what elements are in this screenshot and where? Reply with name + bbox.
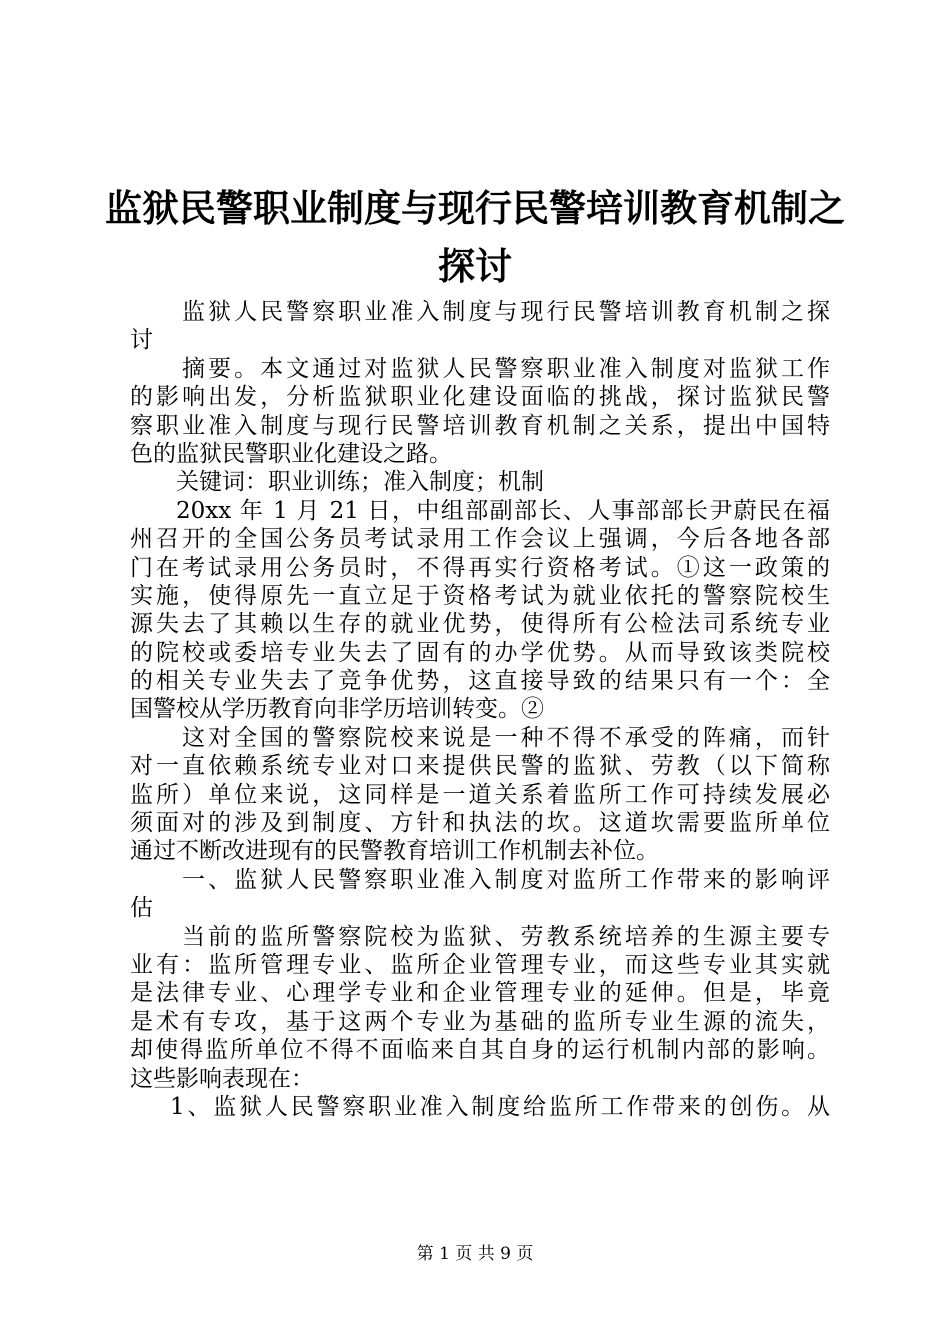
body-line: 关键词：职业训练；准入制度；机制 — [176, 469, 544, 496]
body-line: 通过不断改进现有的民警教育培训工作机制去补位。 — [130, 838, 659, 865]
body-line: 源失去了其赖以生存的就业优势，使得所有公检法司系统专业 — [130, 611, 830, 638]
body-line: 察职业准入制度与现行民警培训教育机制之关系，提出中国特 — [130, 412, 830, 439]
body-line: 对一直依赖系统专业对口来提供民警的监狱、劳教（以下简称 — [130, 753, 830, 780]
body-line: 估 — [130, 895, 153, 922]
body-line: 色的监狱民警职业化建设之路。 — [130, 440, 452, 467]
document-title-line-2: 探讨 — [438, 245, 512, 288]
document-title-line-1: 监狱民警职业制度与现行民警培训教育机制之 — [105, 187, 845, 230]
body-line: 门在考试录用公务员时，不得再实行资格考试。①这一政策的 — [130, 554, 830, 581]
body-line: 当前的监所警察院校为监狱、劳教系统培养的生源主要专 — [182, 923, 830, 950]
body-line: 国警校从学历教育向非学历培训转变。② — [130, 696, 544, 723]
body-line: 一、监狱人民警察职业准入制度对监所工作带来的影响评 — [182, 866, 830, 893]
body-line: 1、监狱人民警察职业准入制度给监所工作带来的创伤。从 — [170, 1093, 830, 1120]
body-line: 监所）单位来说，这同样是一道关系着监所工作可持续发展必 — [130, 781, 830, 808]
body-line: 这对全国的警察院校来说是一种不得不承受的阵痛，而针 — [182, 724, 830, 751]
body-line: 却使得监所单位不得不面临来自其自身的运行机制内部的影响。 — [130, 1037, 830, 1064]
body-line: 须面对的涉及到制度、方针和执法的坎。这道坎需要监所单位 — [130, 810, 830, 837]
body-line: 的影响出发，分析监狱职业化建设面临的挑战，探讨监狱民警 — [130, 384, 830, 411]
body-line: 是法律专业、心理学专业和企业管理专业的延伸。但是，毕竟 — [130, 980, 830, 1007]
body-line: 实施，使得原先一直立足于资格考试为就业依托的警察院校生 — [130, 582, 830, 609]
body-line: 摘要。本文通过对监狱人民警察职业准入制度对监狱工作 — [182, 355, 830, 382]
body-line: 的院校或委培专业失去了固有的办学优势。从而导致该类院校 — [130, 639, 830, 666]
body-line: 这些影响表现在： — [130, 1065, 314, 1092]
body-line: 州召开的全国公务员考试录用工作会议上强调，今后各地各部 — [130, 526, 830, 553]
body-line: 讨 — [130, 327, 153, 354]
body-line: 20xx 年 1 月 21 日，中组部副部长、人事部部长尹蔚民在福 — [176, 497, 830, 524]
body-line: 的相关专业失去了竞争优势，这直接导致的结果只有一个：全 — [130, 668, 830, 695]
document-body — [130, 298, 830, 1121]
body-line: 是术有专攻，基于这两个专业为基础的监所专业生源的流失， — [130, 1008, 830, 1035]
body-line: 业有：监所管理专业、监所企业管理专业，而这些专业其实就 — [130, 951, 830, 978]
page-footer: 第 1 页 共 9 页 — [416, 1244, 534, 1264]
body-line: 监狱人民警察职业准入制度与现行民警培训教育机制之探 — [182, 299, 830, 325]
